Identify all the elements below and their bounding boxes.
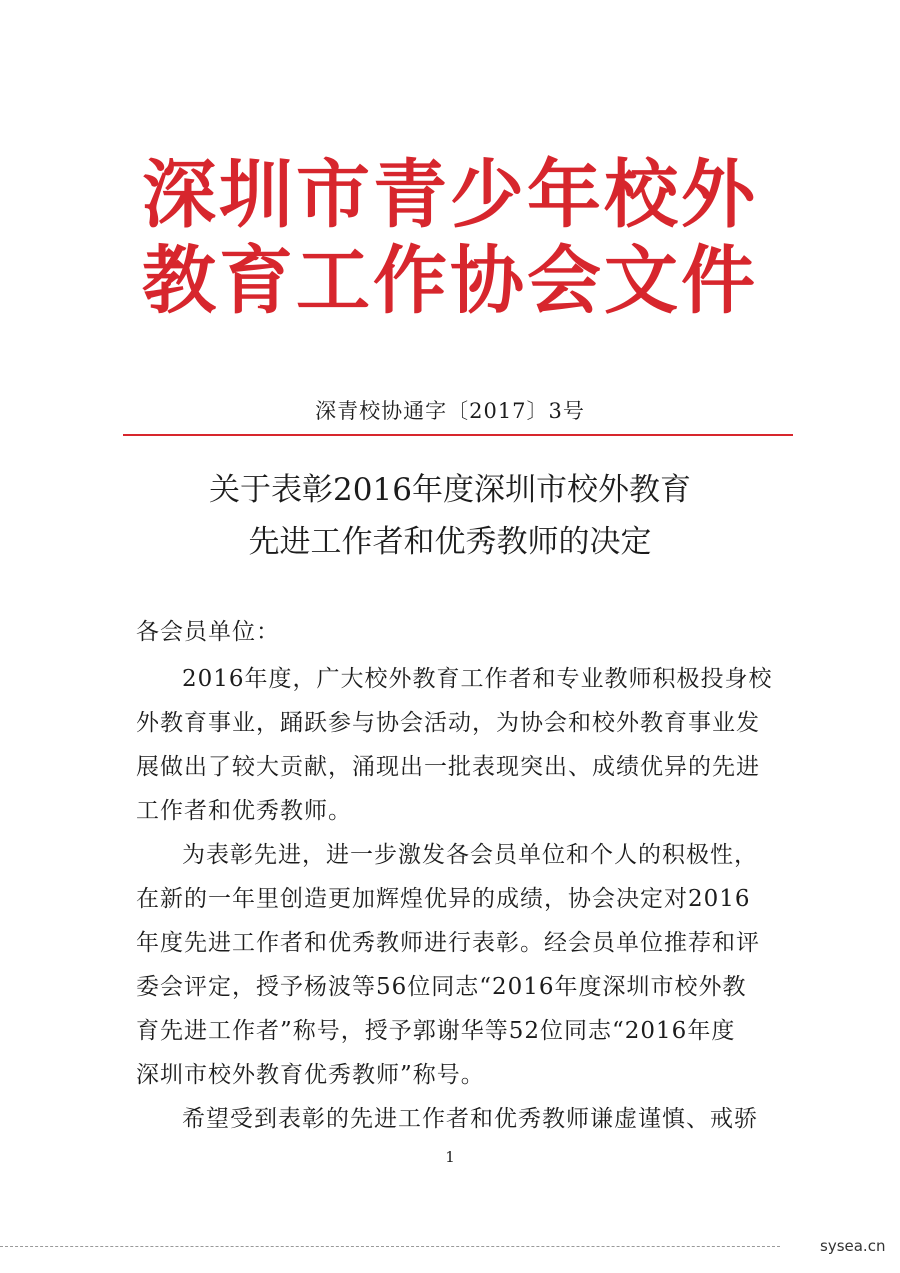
body-line: 希望受到表彰的先进工作者和优秀教师谦虚谨慎、戒骄 bbox=[182, 1106, 758, 1132]
body-line: 在新的一年里创造更加辉煌优异的成绩，协会决定对2016 bbox=[136, 886, 751, 912]
document-header-line-2: 教育工作协会文件 bbox=[142, 238, 758, 324]
document-header-line-1: 深圳市青少年校外 bbox=[142, 152, 758, 238]
body-line: 外教育事业，踊跃参与协会活动，为协会和校外教育事业发 bbox=[136, 710, 760, 736]
header-divider bbox=[123, 434, 793, 436]
watermark: sysea.cn bbox=[820, 1237, 886, 1255]
body-line: 育先进工作者”称号，授予郭谢华等52位同志“2016年度 bbox=[136, 1018, 736, 1044]
page-number: 1 bbox=[445, 1148, 455, 1166]
body-line: 展做出了较大贡献，涌现出一批表现突出、成绩优异的先进 bbox=[136, 754, 760, 780]
body-line: 委会评定，授予杨波等56位同志“2016年度深圳市校外教 bbox=[136, 974, 747, 1000]
document-title-line-2: 先进工作者和优秀教师的决定 bbox=[248, 524, 652, 560]
document-title-line-1: 关于表彰2016年度深圳市校外教育 bbox=[209, 472, 691, 508]
body-line: 工作者和优秀教师。 bbox=[136, 798, 352, 824]
document-number: 深青校协通字〔2017〕3号 bbox=[315, 399, 585, 423]
salutation: 各会员单位： bbox=[136, 619, 280, 645]
scan-edge-line bbox=[0, 1246, 780, 1247]
body-line: 2016年度，广大校外教育工作者和专业教师积极投身校 bbox=[182, 666, 773, 692]
body-line: 年度先进工作者和优秀教师进行表彰。经会员单位推荐和评 bbox=[136, 930, 760, 956]
body-line: 为表彰先进，进一步激发各会员单位和个人的积极性， bbox=[182, 842, 758, 868]
body-line: 深圳市校外教育优秀教师”称号。 bbox=[136, 1062, 485, 1088]
